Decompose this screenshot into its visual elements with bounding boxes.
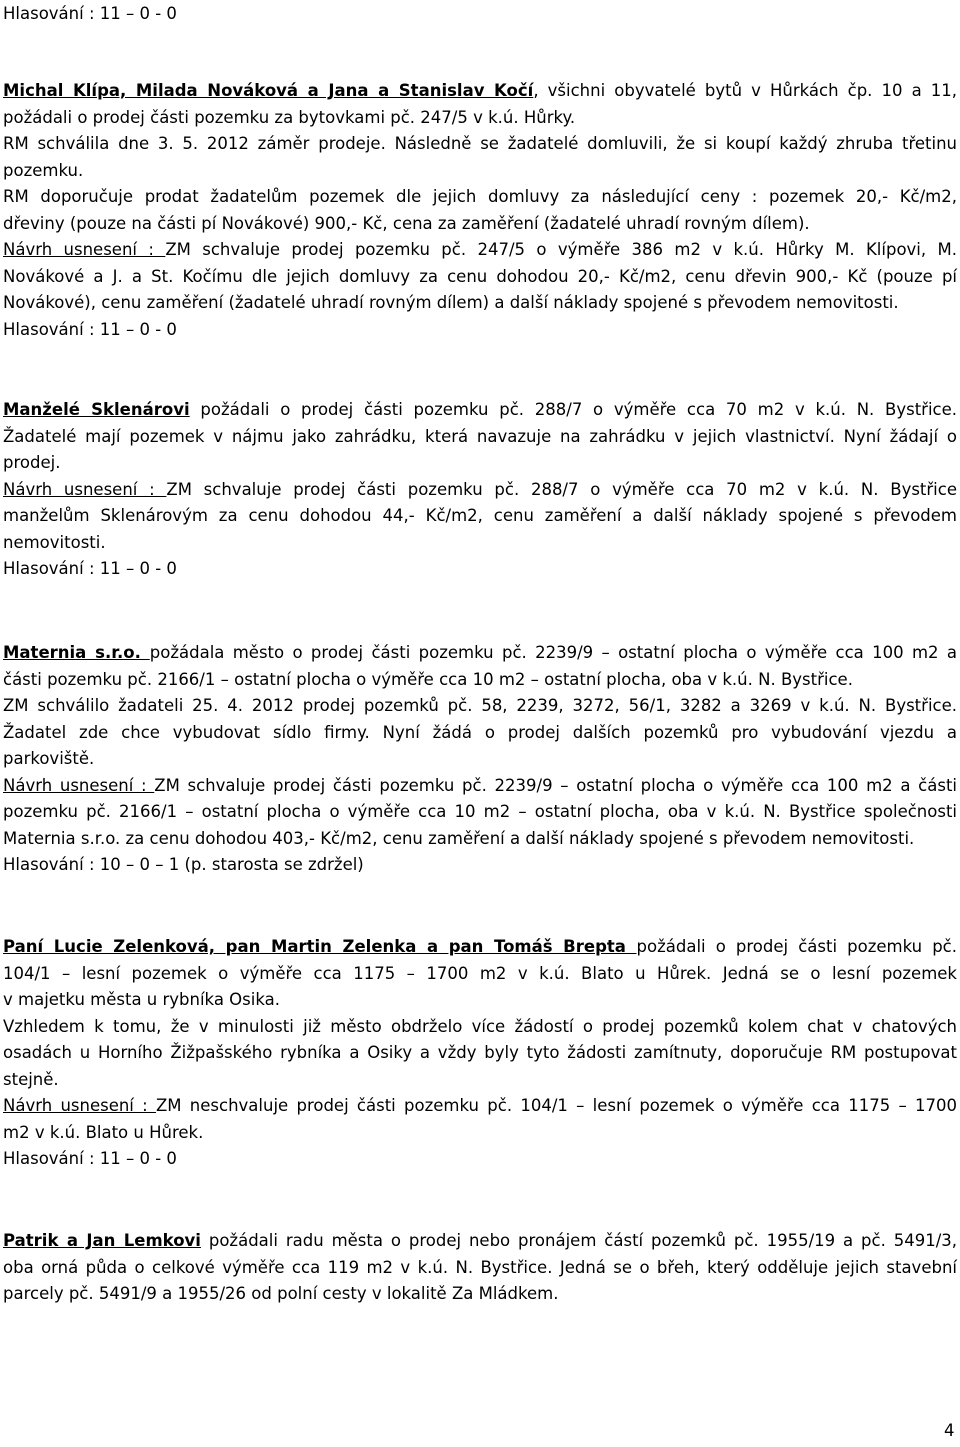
proposal-line [3, 477, 957, 504]
vote-result: Hlasování : 11 – 0 - 0 [3, 1149, 177, 1168]
proposal-line [3, 773, 957, 800]
item-line: stejně. [3, 1069, 59, 1089]
item-line: RM schválila dne 3. 5. 2012 záměr prodeje. Následně se žadatelé domluvili, že si koupí každý zhruba třetinu [3, 134, 957, 153]
item-line: části pozemku pč. 2166/1 – ostatní plocha o výměře cca 10 m2 – ostatní plocha, oba v k.ú. N. Bystřice. [3, 669, 853, 689]
item-line: oba orná půda o celkové výměře cca 119 m2 v k.ú. N. Bystřice. Jedná se o břeh, který odděluje jejich stavební [3, 1257, 957, 1277]
item-heading: Maternia s.r.o. [3, 643, 150, 662]
item-line: Novákové), cenu zaměření (žadatelé uhradí rovným dílem) a další náklady spojené s převodem nemovitosti. [3, 293, 899, 312]
proposal-text: ZM neschvaluje prodej části pozemku pč. 104/1 – lesní pozemek o výměře cca 1175 – 1700 [156, 1096, 958, 1115]
item-line: parcely pč. 5491/9 a 1955/26 od polní cesty v lokalitě Za Mládkem. [3, 1284, 559, 1303]
item-line: parkoviště. [3, 749, 95, 768]
proposal-line [3, 237, 957, 264]
proposal-text: ZM schvaluje prodej části pozemku pč. 2239/9 – ostatní plocha o výměře cca 100 m2 a části [154, 775, 957, 795]
item-line: Maternia s.r.o. za cenu dohodou 403,- Kč/m2, cenu zaměření a další náklady spojené s převodem nemovitosti. [3, 828, 915, 848]
item-heading: Patrik a Jan Lemkovi [3, 1231, 201, 1250]
item-line: pozemku. [3, 160, 84, 180]
item-line: ZM schválilo žadateli 25. 4. 2012 prodej pozemků pč. 58, 2239, 3272, 56/1, 3282 a 3269 v k.ú. N. Bystřice. [3, 696, 957, 715]
item-line: Žadatelé mají pozemek v nájmu jako zahrádku, která navazuje na zahrádku v jejich vlastnictví. Nyní žádají o [3, 426, 957, 446]
proposal-line [3, 1093, 957, 1120]
item-line: 104/1 – lesní pozemek o výměře cca 1175 – 1700 m2 v k.ú. Blato u Hůrek. Jedná se o lesní pozemek [3, 963, 957, 983]
item-line: v majetku města u rybníka Osika. [3, 990, 280, 1009]
item-zelenkova-zelenka-brepta [3, 934, 957, 1173]
item-heading: Paní Lucie Zelenková, pan Martin Zelenka a pan Tomáš Brepta [3, 937, 637, 956]
item-line [3, 640, 957, 667]
item-line: prodej. [3, 453, 61, 472]
item-line: RM doporučuje prodat žadatelům pozemek dle jejich domluvy za následující ceny : pozemek 20,- Kč/m2, [3, 187, 957, 206]
item-line: pozemku pč. 2166/1 – ostatní plocha o výměře cca 10 m2 – ostatní plocha, oba v k.ú. N. Bystřice společnosti [3, 802, 957, 821]
item-line: osadách u Horního Žižpašského rybníka a Osiky a vždy byly tyto žádosti zamítnuty, doporučuje RM postupovat [3, 1043, 957, 1062]
item-line: dřeviny (pouze na části pí Novákové) 900,- Kč, cena za zaměření (žadatelé uhradí rovným dílem). [3, 213, 810, 233]
item-line [3, 1228, 957, 1255]
item-sklenarovi [3, 397, 957, 583]
item-line: Žadatel zde chce vybudovat sídlo firmy. Nyní žádá o prodej dalších pozemků pro vybudování vjezdu a [3, 722, 957, 742]
item-text: požádali o prodej části pozemku pč. 288/7 o výměře cca 70 m2 v k.ú. N. Bystřice. [189, 400, 958, 419]
item-heading: Michal Klípa, Milada Nováková a Jana a Stanislav Kočí [3, 81, 534, 100]
vote-result: Hlasování : 11 – 0 - 0 [3, 559, 177, 578]
proposal-text: ZM schvaluje prodej části pozemku pč. 288/7 o výměře cca 70 m2 v k.ú. N. Bystřice [166, 479, 957, 499]
item-line [3, 397, 957, 424]
proposal-label: Návrh usnesení : [3, 479, 167, 499]
vote-result: Hlasování : 11 – 0 - 0 [3, 319, 177, 339]
item-line: požádali o prodej části pozemku za bytovkami pč. 247/5 v k.ú. Hůrky. [3, 107, 576, 127]
proposal-label: Návrh usnesení : [3, 1096, 156, 1115]
item-line: manželům Sklenárovým za cenu dohodou 44,- Kč/m2, cenu zaměření a další náklady spojené s převodem [3, 506, 957, 525]
item-text: , všichni obyvatelé bytů v Hůrkách čp. 10 a 11, [533, 81, 958, 100]
item-text: požádala město o prodej části pozemku pč. 2239/9 – ostatní plocha o výměře cca 100 m2 a [149, 643, 957, 662]
item-line: Novákové a J. a St. Kočímu dle jejich domluvy za cenu dohodou 20,- Kč/m2, cenu dřevin 900,- Kč (pouze pí [3, 266, 957, 286]
proposal-label: Návrh usnesení : [3, 775, 155, 795]
item-heading: Manželé Sklenárovi [3, 400, 190, 419]
item-maternia [3, 640, 957, 879]
proposal-label: Návrh usnesení : [3, 240, 166, 259]
item-text: požádali o prodej části pozemku pč. [636, 937, 957, 956]
item-text: požádali radu města o prodej nebo pronájem částí pozemků pč. 1955/19 a pč. 5491/3, [200, 1231, 958, 1250]
item-klipa-novakova-koci [3, 78, 957, 343]
item-line [3, 78, 957, 105]
page-number: 4 [944, 1421, 955, 1440]
item-line: nemovitosti. [3, 532, 106, 552]
item-line [3, 934, 957, 961]
item-line: m2 v k.ú. Blato u Hůrek. [3, 1122, 204, 1142]
item-line: Vzhledem k tomu, že v minulosti již město obdrželo více žádostí o prodej pozemků kolem chat v chatových [3, 1016, 957, 1036]
vote-result: Hlasování : 11 – 0 - 0 [3, 4, 177, 23]
item-lemkovi [3, 1228, 957, 1308]
proposal-text: ZM schvaluje prodej pozemku pč. 247/5 o výměře 386 m2 v k.ú. Hůrky M. Klípovi, M. [165, 240, 957, 259]
vote-result: Hlasování : 10 – 0 – 1 (p. starosta se zdržel) [3, 855, 364, 874]
